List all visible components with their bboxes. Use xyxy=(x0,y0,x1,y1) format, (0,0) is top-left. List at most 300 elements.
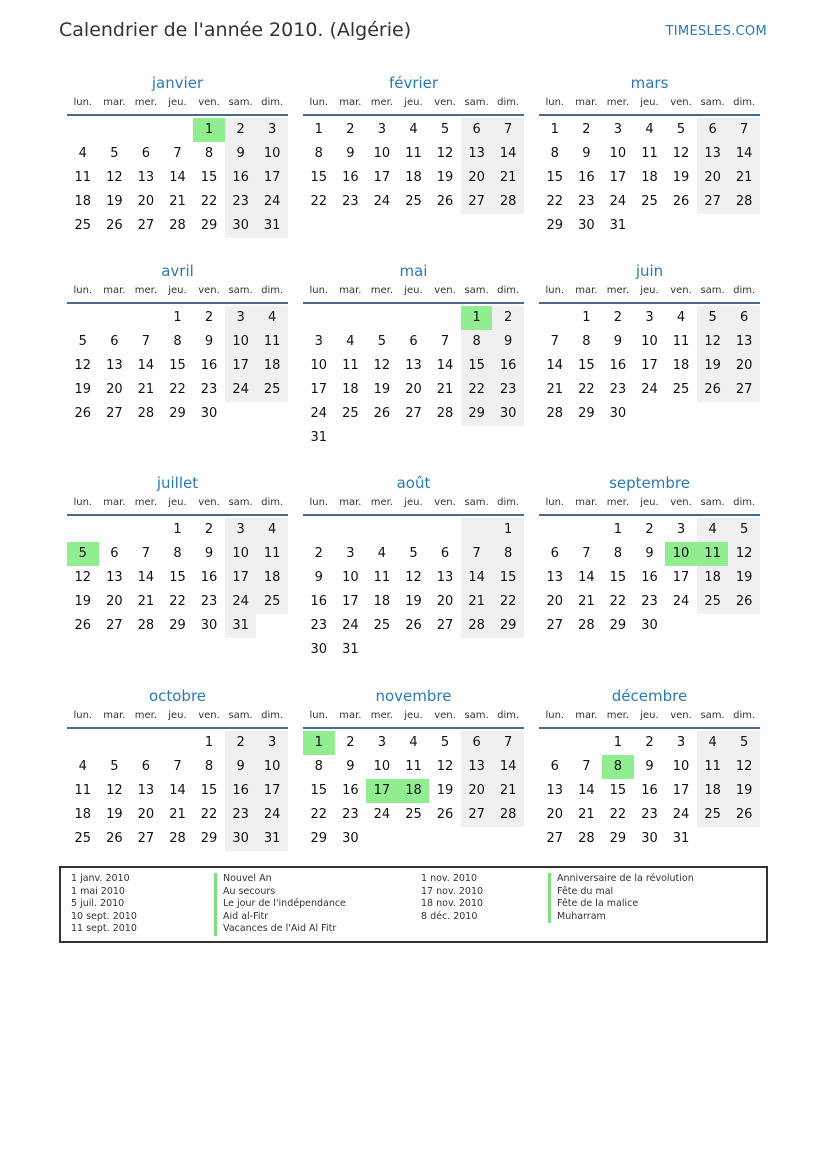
day-cell: 31 xyxy=(225,614,257,638)
week-row xyxy=(303,755,524,779)
week-row xyxy=(539,190,760,214)
weekday-header xyxy=(67,707,288,729)
day-cell: 25 xyxy=(697,803,729,827)
weekday-header xyxy=(303,282,524,304)
day-cell: 29 xyxy=(492,614,524,638)
month-name: avril xyxy=(161,262,194,280)
day-cell: 30 xyxy=(578,218,595,233)
week-row xyxy=(539,142,760,166)
day-cell: 11 xyxy=(405,759,422,774)
empty-day-cell xyxy=(461,518,493,542)
day-cell: 7 xyxy=(461,542,493,566)
empty-day-cell xyxy=(728,827,760,851)
week-row xyxy=(67,803,288,827)
day-cell: 3 xyxy=(314,334,323,349)
day-cell: 12 xyxy=(672,146,690,161)
day-cell: 4 xyxy=(645,122,654,137)
day-cell: 15 xyxy=(200,783,218,798)
day-cell: 17 xyxy=(672,570,690,585)
day-cell: 29 xyxy=(169,406,186,421)
day-cell: 28 xyxy=(578,831,595,846)
day-cell: 22 xyxy=(578,382,595,397)
day-cell: 25 xyxy=(74,218,92,233)
day-cell: 25 xyxy=(405,807,422,822)
empty-day-cell xyxy=(99,118,131,142)
day-cell: 18 xyxy=(641,170,658,185)
day-cell: 5 xyxy=(728,518,760,542)
empty-day-cell xyxy=(492,638,524,662)
day-cell: 11 xyxy=(405,146,422,161)
month-6 xyxy=(67,472,288,638)
week-row xyxy=(67,330,288,354)
page-title: Calendrier de l'année 2010. (Algérie) xyxy=(59,19,412,41)
day-cell: 8 xyxy=(173,546,182,561)
week-row xyxy=(67,190,288,214)
weekday-label: sam. xyxy=(700,285,725,296)
day-cell: 27 xyxy=(461,190,493,214)
empty-day-cell xyxy=(429,518,461,542)
weekday-label: mar. xyxy=(103,497,126,508)
day-cell: 24 xyxy=(225,378,257,402)
day-cell: 14 xyxy=(137,570,155,585)
day-cell: 14 xyxy=(578,783,595,798)
weekday-label: sam. xyxy=(228,497,253,508)
day-cell: 9 xyxy=(613,334,623,349)
empty-day-cell xyxy=(728,614,760,638)
weekday-label: jeu. xyxy=(168,710,187,721)
day-cell: 30 xyxy=(310,642,328,657)
day-cell: 17 xyxy=(256,779,288,803)
day-cell: 2 xyxy=(225,731,257,755)
day-cell: 27 xyxy=(137,218,155,233)
month-name: août xyxy=(396,474,431,492)
day-cell: 7 xyxy=(582,546,591,561)
empty-day-cell xyxy=(728,214,760,238)
weekday-label: mer. xyxy=(134,710,158,721)
empty-day-cell xyxy=(130,731,162,755)
legend-date: 10 sept. 2010 xyxy=(71,910,137,922)
day-cell: 10 xyxy=(342,570,359,585)
holiday-day-cell: 1 xyxy=(461,306,493,330)
week-row xyxy=(67,142,288,166)
day-cell: 1 xyxy=(314,122,323,137)
empty-day-cell xyxy=(429,306,461,330)
day-cell: 4 xyxy=(256,518,288,542)
day-cell: 13 xyxy=(697,142,729,166)
day-cell: 14 xyxy=(492,755,524,779)
day-cell: 20 xyxy=(461,166,493,190)
legend-left-dates xyxy=(71,873,137,936)
legend-date: 18 nov. 2010 xyxy=(421,898,484,910)
weekday-label: sam. xyxy=(700,710,725,721)
weekday-label: lun. xyxy=(309,97,329,108)
day-cell: 3 xyxy=(256,118,288,142)
week-row xyxy=(67,566,288,590)
day-cell: 4 xyxy=(676,310,686,325)
day-cell: 1 xyxy=(613,522,623,537)
day-cell: 29 xyxy=(200,218,218,233)
weekday-label: lun. xyxy=(545,497,565,508)
empty-day-cell xyxy=(67,518,99,542)
day-cell: 29 xyxy=(609,831,627,846)
day-cell: 13 xyxy=(137,170,155,185)
weekday-label: mar. xyxy=(575,710,598,721)
day-cell: 10 xyxy=(256,142,288,166)
week-row xyxy=(67,614,288,638)
week-row xyxy=(303,542,524,566)
day-cell: 20 xyxy=(436,594,454,609)
day-cell: 20 xyxy=(137,194,155,209)
weekday-label: sam. xyxy=(228,285,253,296)
legend-holiday-name: Fête de la malice xyxy=(548,898,694,911)
weekday-label: dim. xyxy=(497,97,520,108)
month-name: décembre xyxy=(611,687,688,705)
empty-day-cell xyxy=(539,731,571,755)
month-11 xyxy=(539,685,760,851)
day-cell: 19 xyxy=(728,779,760,803)
day-cell: 22 xyxy=(310,194,328,209)
day-cell: 9 xyxy=(346,759,355,774)
weekday-label: mer. xyxy=(370,285,394,296)
legend-left-names xyxy=(214,873,346,936)
day-cell: 2 xyxy=(645,522,654,537)
day-cell: 15 xyxy=(310,783,328,798)
day-cell: 11 xyxy=(697,755,729,779)
weekday-label: ven. xyxy=(434,97,456,108)
day-cell: 31 xyxy=(672,831,690,846)
day-cell: 17 xyxy=(256,166,288,190)
day-cell: 19 xyxy=(74,382,92,397)
day-cell: 27 xyxy=(405,406,422,421)
day-cell: 2 xyxy=(204,310,214,325)
day-cell: 1 xyxy=(204,735,214,750)
day-cell: 16 xyxy=(225,779,257,803)
day-cell: 11 xyxy=(256,542,288,566)
day-cell: 23 xyxy=(342,807,359,822)
week-row xyxy=(303,590,524,614)
day-cell: 2 xyxy=(314,546,323,561)
weekday-label: ven. xyxy=(198,497,220,508)
day-cell: 20 xyxy=(728,354,760,378)
day-cell: 14 xyxy=(436,358,454,373)
weekday-label: mar. xyxy=(339,285,362,296)
empty-day-cell xyxy=(398,518,430,542)
month-9 xyxy=(67,685,288,851)
month-name: novembre xyxy=(375,687,452,705)
day-cell: 4 xyxy=(409,735,418,750)
day-cell: 24 xyxy=(256,803,288,827)
day-cell: 28 xyxy=(492,190,524,214)
day-cell: 20 xyxy=(137,807,155,822)
day-cell: 6 xyxy=(550,546,559,561)
day-cell: 14 xyxy=(137,358,155,373)
week-row xyxy=(303,306,524,330)
empty-day-cell xyxy=(697,827,729,851)
weekday-label: jeu. xyxy=(168,497,187,508)
empty-day-cell xyxy=(398,306,430,330)
empty-day-cell xyxy=(99,731,131,755)
day-cell: 27 xyxy=(137,831,155,846)
day-cell: 9 xyxy=(492,330,524,354)
day-cell: 12 xyxy=(436,759,454,774)
empty-day-cell xyxy=(571,518,603,542)
day-cell: 11 xyxy=(342,358,359,373)
day-cell: 24 xyxy=(672,594,690,609)
day-cell: 12 xyxy=(106,170,123,185)
week-row xyxy=(67,731,288,755)
empty-day-cell xyxy=(539,306,571,330)
day-cell: 7 xyxy=(492,118,524,142)
week-row xyxy=(303,779,524,803)
week-row xyxy=(303,402,524,426)
day-cell: 28 xyxy=(169,218,186,233)
day-cell: 29 xyxy=(546,218,564,233)
weekday-header xyxy=(67,94,288,116)
weekday-label: lun. xyxy=(309,285,329,296)
day-cell: 17 xyxy=(609,170,627,185)
legend-holiday-name: Anniversaire de la révolution xyxy=(548,873,694,886)
legend-holiday-name: Fête du mal xyxy=(548,886,694,899)
month-1 xyxy=(303,72,524,214)
day-cell: 25 xyxy=(373,618,391,633)
month-2 xyxy=(539,72,760,238)
day-cell: 16 xyxy=(641,783,658,798)
day-cell: 23 xyxy=(225,803,257,827)
legend-date: 17 nov. 2010 xyxy=(421,885,484,897)
weekday-label: dim. xyxy=(261,497,284,508)
day-cell: 22 xyxy=(169,594,186,609)
day-cell: 29 xyxy=(200,831,218,846)
weekday-header xyxy=(539,707,760,729)
day-cell: 8 xyxy=(204,759,214,774)
day-cell: 26 xyxy=(373,406,391,421)
day-cell: 7 xyxy=(728,118,760,142)
weekday-label: dim. xyxy=(261,710,284,721)
day-cell: 15 xyxy=(578,358,595,373)
day-cell: 6 xyxy=(550,759,559,774)
day-cell: 12 xyxy=(373,358,391,373)
day-cell: 22 xyxy=(169,382,186,397)
day-cell: 27 xyxy=(546,831,564,846)
day-cell: 20 xyxy=(106,594,123,609)
day-cell: 8 xyxy=(550,146,559,161)
day-cell: 25 xyxy=(672,382,690,397)
day-cell: 10 xyxy=(609,146,627,161)
week-row xyxy=(539,827,760,851)
month-name: mars xyxy=(630,74,669,92)
brand-link[interactable]: TIMESLES.COM xyxy=(665,24,767,39)
weekday-label: mar. xyxy=(103,97,126,108)
day-cell: 14 xyxy=(169,170,186,185)
day-cell: 30 xyxy=(200,406,218,421)
month-name: septembre xyxy=(609,474,690,492)
day-cell: 15 xyxy=(169,358,186,373)
weekday-label: mar. xyxy=(575,97,598,108)
day-cell: 1 xyxy=(173,522,182,537)
day-cell: 2 xyxy=(582,122,591,137)
day-cell: 30 xyxy=(641,831,658,846)
week-row xyxy=(303,518,524,542)
empty-day-cell xyxy=(130,518,162,542)
empty-day-cell xyxy=(665,614,697,638)
day-cell: 9 xyxy=(204,546,214,561)
day-cell: 4 xyxy=(697,518,729,542)
day-cell: 5 xyxy=(110,759,119,774)
weekday-label: dim. xyxy=(733,710,756,721)
day-cell: 15 xyxy=(200,170,218,185)
week-row xyxy=(539,330,760,354)
day-cell: 19 xyxy=(436,170,454,185)
day-cell: 31 xyxy=(342,642,359,657)
weekday-label: lun. xyxy=(545,710,565,721)
week-row xyxy=(539,803,760,827)
day-cell: 13 xyxy=(137,783,155,798)
week-row xyxy=(303,638,524,662)
day-cell: 19 xyxy=(697,354,729,378)
weekday-label: jeu. xyxy=(404,710,423,721)
day-cell: 10 xyxy=(672,759,690,774)
day-cell: 26 xyxy=(672,194,690,209)
day-cell: 26 xyxy=(106,831,123,846)
day-cell: 17 xyxy=(225,354,257,378)
week-row xyxy=(539,306,760,330)
day-cell: 14 xyxy=(728,142,760,166)
day-cell: 21 xyxy=(436,382,454,397)
day-cell: 7 xyxy=(141,334,151,349)
day-cell: 16 xyxy=(641,570,658,585)
day-cell: 17 xyxy=(342,594,359,609)
day-cell: 22 xyxy=(200,807,218,822)
day-cell: 18 xyxy=(405,170,422,185)
empty-day-cell xyxy=(303,306,335,330)
day-cell: 17 xyxy=(373,170,391,185)
weekday-label: sam. xyxy=(464,97,489,108)
day-cell: 7 xyxy=(440,334,450,349)
day-cell: 27 xyxy=(728,378,760,402)
holiday-day-cell: 8 xyxy=(602,755,634,779)
day-cell: 5 xyxy=(440,735,450,750)
day-cell: 17 xyxy=(310,382,328,397)
week-row xyxy=(67,306,288,330)
day-cell: 7 xyxy=(550,334,559,349)
day-cell: 21 xyxy=(137,594,155,609)
empty-day-cell xyxy=(429,426,461,450)
legend-date: 11 sept. 2010 xyxy=(71,923,137,935)
legend-holiday-name: Muharram xyxy=(548,911,694,924)
day-cell: 16 xyxy=(200,570,218,585)
day-cell: 28 xyxy=(546,406,564,421)
holiday-day-cell: 11 xyxy=(697,542,729,566)
holiday-day-cell: 5 xyxy=(67,542,99,566)
day-cell: 20 xyxy=(405,382,422,397)
month-name: février xyxy=(388,74,439,92)
day-cell: 19 xyxy=(405,594,422,609)
day-cell: 1 xyxy=(613,735,623,750)
holiday-day-cell: 10 xyxy=(665,542,697,566)
legend-date: 5 juil. 2010 xyxy=(71,898,125,910)
day-cell: 23 xyxy=(609,382,627,397)
day-cell: 29 xyxy=(461,402,493,426)
day-cell: 12 xyxy=(436,146,454,161)
weekday-label: sam. xyxy=(464,497,489,508)
day-cell: 11 xyxy=(256,330,288,354)
weekday-label: mer. xyxy=(606,285,630,296)
day-cell: 21 xyxy=(137,382,155,397)
week-row xyxy=(303,566,524,590)
month-8 xyxy=(539,472,760,638)
day-cell: 31 xyxy=(256,827,288,851)
week-row xyxy=(303,426,524,450)
empty-day-cell xyxy=(398,827,430,851)
day-cell: 15 xyxy=(461,354,493,378)
day-cell: 21 xyxy=(546,382,564,397)
legend-holiday-name: Aid al-Fitr xyxy=(214,911,346,924)
day-cell: 29 xyxy=(609,618,627,633)
day-cell: 26 xyxy=(436,194,454,209)
week-row xyxy=(67,542,288,566)
empty-day-cell xyxy=(571,731,603,755)
day-cell: 8 xyxy=(204,146,214,161)
day-cell: 18 xyxy=(672,358,690,373)
day-cell: 14 xyxy=(546,358,564,373)
empty-day-cell xyxy=(665,214,697,238)
day-cell: 2 xyxy=(346,735,355,750)
day-cell: 18 xyxy=(373,594,391,609)
day-cell: 3 xyxy=(676,735,686,750)
day-cell: 28 xyxy=(137,406,155,421)
empty-day-cell xyxy=(634,214,666,238)
day-cell: 23 xyxy=(200,382,218,397)
month-name: mai xyxy=(399,262,428,280)
day-cell: 2 xyxy=(204,522,214,537)
weekday-label: dim. xyxy=(261,97,284,108)
day-cell: 11 xyxy=(74,170,92,185)
weekday-label: dim. xyxy=(497,285,520,296)
day-cell: 9 xyxy=(346,146,355,161)
weekday-label: sam. xyxy=(700,497,725,508)
day-cell: 6 xyxy=(461,118,493,142)
day-cell: 6 xyxy=(110,334,119,349)
weekday-label: ven. xyxy=(198,710,220,721)
day-cell: 1 xyxy=(582,310,591,325)
weekday-label: dim. xyxy=(497,710,520,721)
day-cell: 20 xyxy=(546,594,564,609)
day-cell: 12 xyxy=(728,755,760,779)
empty-day-cell xyxy=(461,638,493,662)
day-cell: 6 xyxy=(697,118,729,142)
day-cell: 27 xyxy=(106,406,123,421)
weekday-label: mer. xyxy=(606,497,630,508)
day-cell: 26 xyxy=(728,590,760,614)
day-cell: 12 xyxy=(697,330,729,354)
day-cell: 13 xyxy=(461,755,493,779)
empty-day-cell xyxy=(539,518,571,542)
day-cell: 3 xyxy=(676,522,686,537)
week-row xyxy=(303,378,524,402)
day-cell: 23 xyxy=(578,194,595,209)
week-row xyxy=(303,118,524,142)
weekday-label: sam. xyxy=(464,285,489,296)
holiday-legend xyxy=(59,866,768,943)
weekday-label: lun. xyxy=(73,97,93,108)
legend-holiday-name: Vacances de l'Aid Al Fitr xyxy=(214,923,346,936)
day-cell: 6 xyxy=(110,546,119,561)
weekday-label: sam. xyxy=(228,97,253,108)
day-cell: 19 xyxy=(106,194,123,209)
day-cell: 6 xyxy=(141,146,151,161)
day-cell: 27 xyxy=(697,190,729,214)
empty-day-cell xyxy=(665,402,697,426)
